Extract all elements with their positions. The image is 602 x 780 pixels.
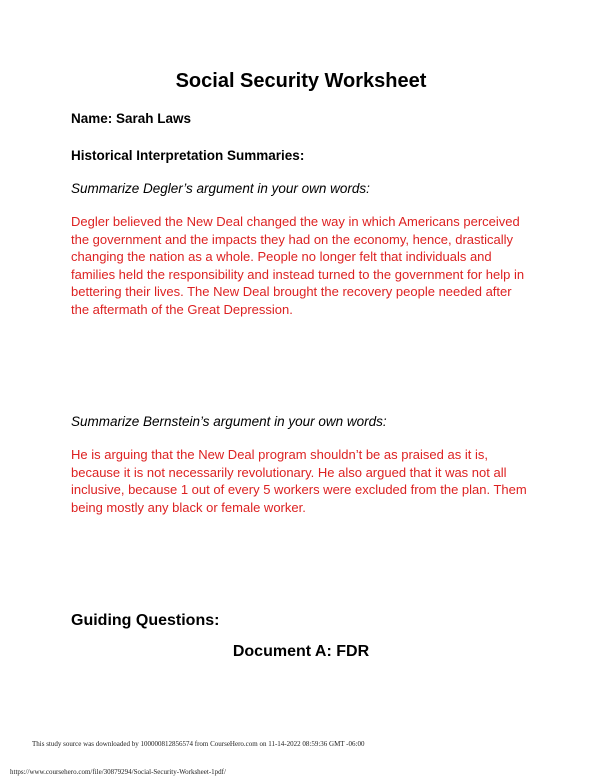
source-url-link[interactable]: https://www.coursehero.com/file/30879294/Social-Security-Worksheet-1pdf/ — [10, 768, 226, 776]
bernstein-answer: He is arguing that the New Deal program shouldn’t be as praised as it is, because it is not necessarily revolutionary. He also argued that it was not all inclusive, because 1 out of every 5 workers were excluded from the plan. Them being mostly any black or female worker. — [71, 447, 527, 515]
document-a-heading: Document A: FDR — [232, 643, 370, 660]
student-name: Name: Sarah Laws — [71, 111, 192, 126]
guiding-questions-heading: Guiding Questions: — [71, 612, 220, 629]
page-title: Social Security Worksheet — [175, 70, 427, 92]
bernstein-question: Summarize Bernstein’s argument in your own words: — [71, 414, 387, 429]
section-heading: Historical Interpretation Summaries: — [71, 148, 305, 163]
download-notice: This study source was downloaded by 100000812856574 from CourseHero.com on 11-14-2022 08:59:36 GMT -06:00 — [32, 740, 365, 748]
degler-answer: Degler believed the New Deal changed the way in which Americans perceived the government and the impacts they had on the economy, hence, drastically changing the nation as a whole. People no longer felt that individuals and families held the responsibility and instead turned to the government for help in bettering their lives. The New Deal brought the recovery people needed after the aftermath of the Great Depression. — [71, 214, 525, 317]
degler-question: Summarize Degler’s argument in your own words: — [71, 181, 370, 196]
